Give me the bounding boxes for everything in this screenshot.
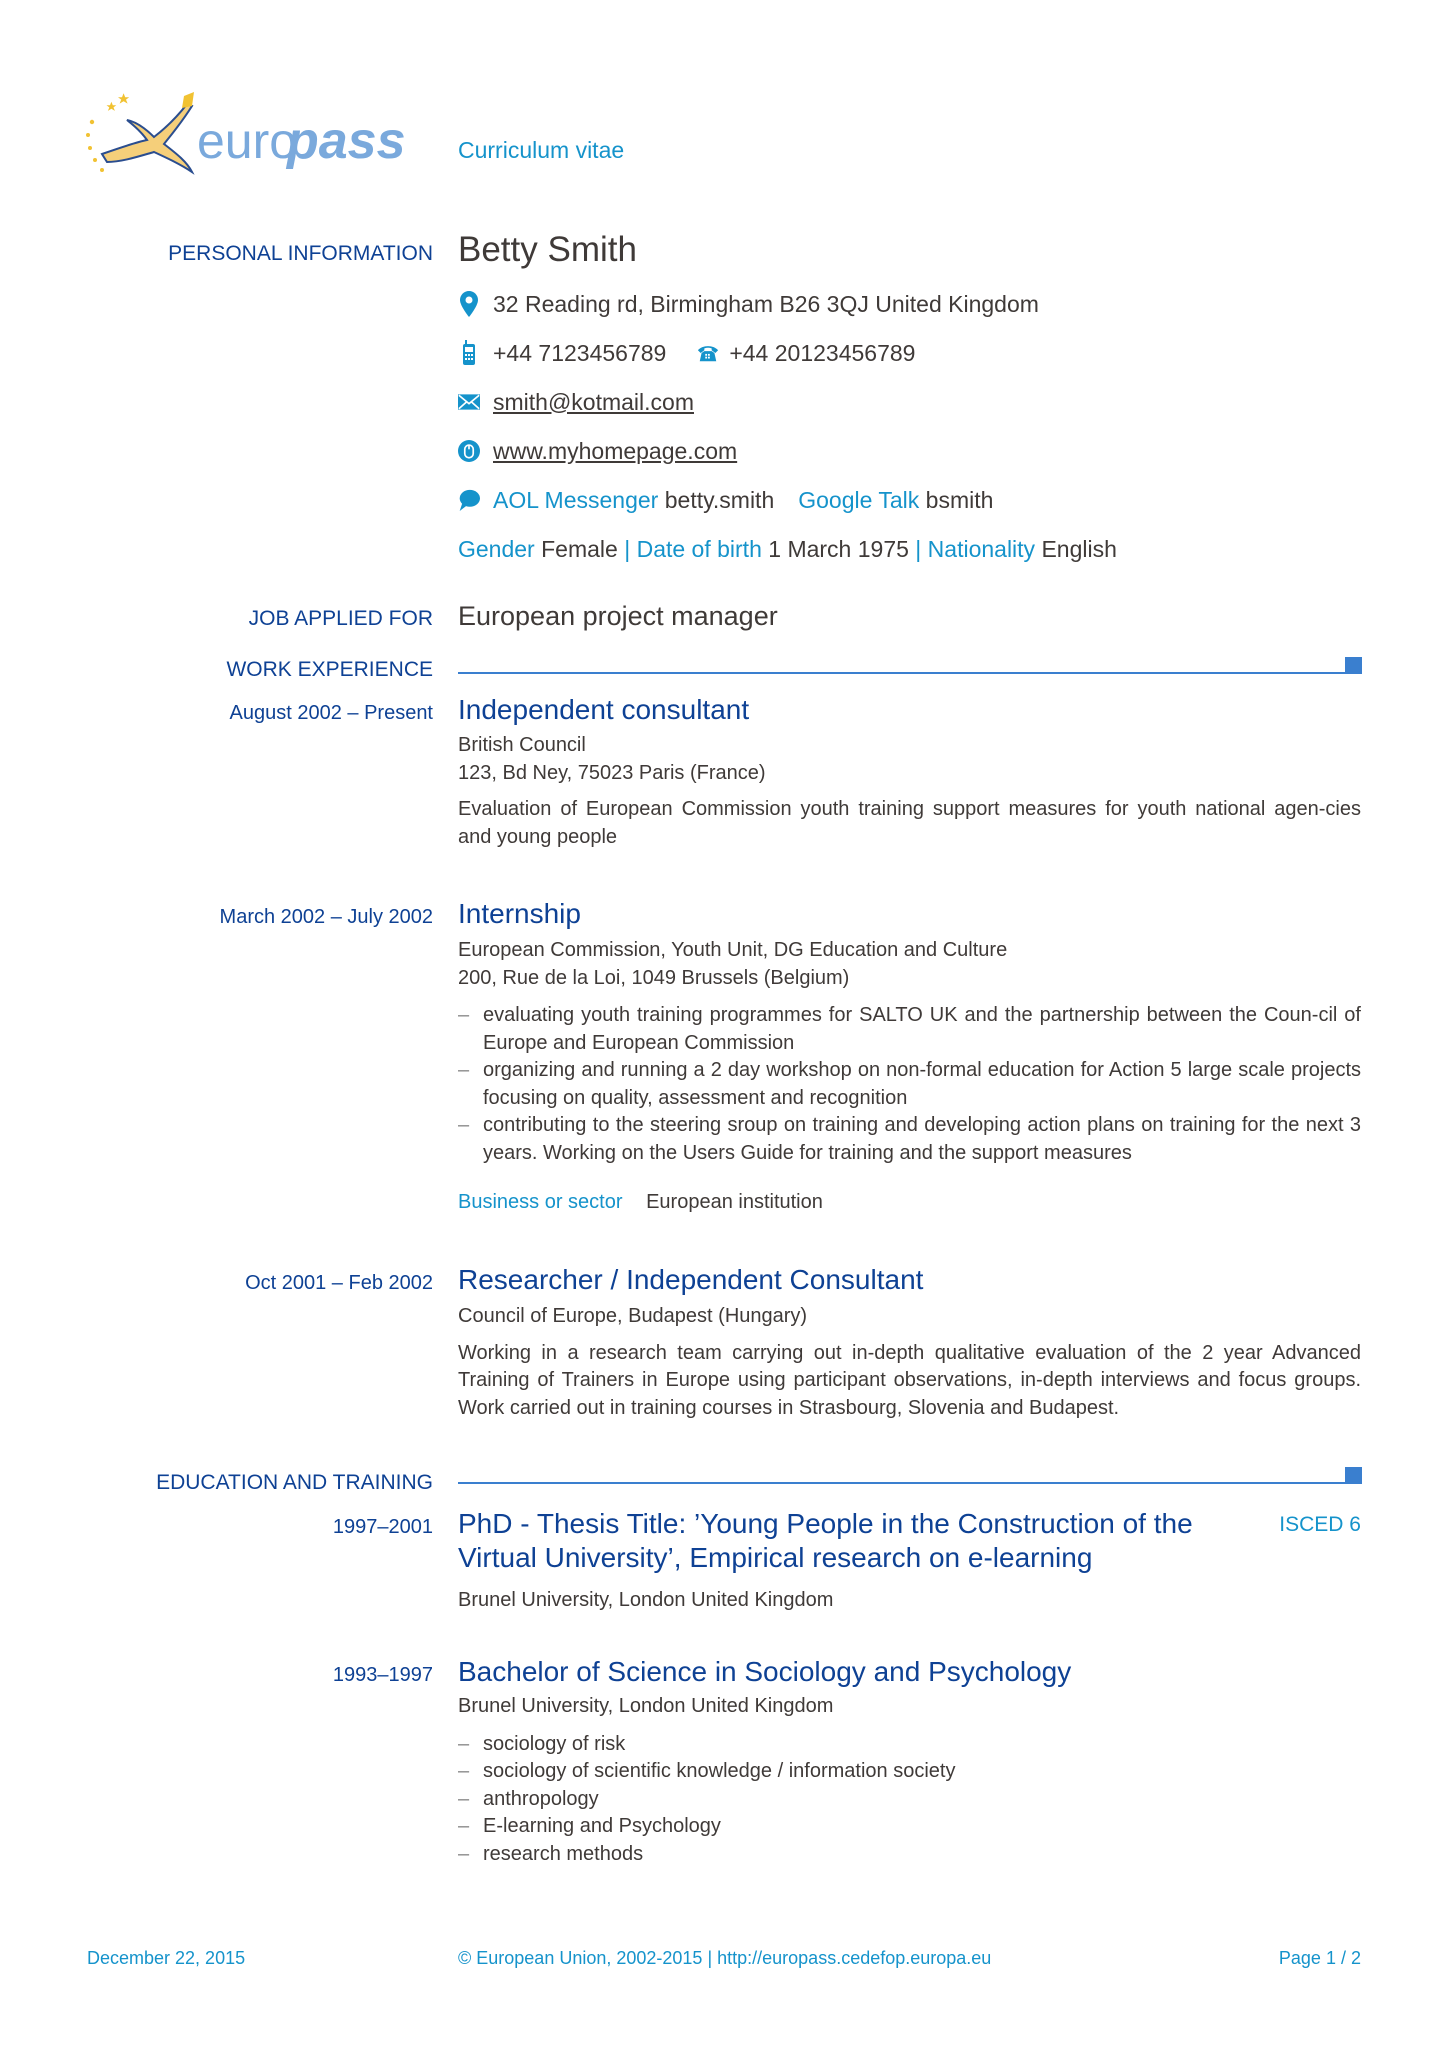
work-item-title: Internship xyxy=(458,898,581,929)
document-title: Curriculum vitae xyxy=(458,137,625,163)
footer-date: December 22, 2015 xyxy=(87,1948,246,1968)
website-row xyxy=(458,436,737,466)
work-experience-label: WORK EXPERIENCE xyxy=(226,658,433,681)
work-item-dates: Oct 2001 – Feb 2002 xyxy=(245,1272,433,1294)
europass-logo xyxy=(82,92,412,192)
section-divider-marker xyxy=(1345,657,1362,674)
list-item: – E-learning and Psychology xyxy=(458,1813,1361,1841)
section-divider-marker xyxy=(1345,1467,1362,1484)
education-item-institution: Brunel University, London United Kingdom xyxy=(458,1589,834,1611)
person-name: Betty Smith xyxy=(458,230,637,269)
education-label: EDUCATION AND TRAINING xyxy=(156,1471,433,1494)
phone-number: +44 20123456789 xyxy=(729,339,916,366)
sector-value: European institution xyxy=(646,1191,823,1213)
mobile-phone-icon xyxy=(458,341,480,365)
dob-value: 1 March 1975 xyxy=(768,535,909,562)
section-divider xyxy=(458,672,1345,674)
list-item: – anthropology xyxy=(458,1786,1361,1814)
demographics-row xyxy=(458,534,1117,564)
phone-row xyxy=(458,338,915,368)
list-item: – evaluating youth training programmes for SALTO UK and the partnership between the Coun-cil of Europe and European Commission xyxy=(458,1002,1361,1057)
list-item: – sociology of risk xyxy=(458,1731,1361,1759)
im-service-google: Google Talk xyxy=(798,486,920,513)
list-item: – organizing and running a 2 day workshop on non-formal education for Action 5 large scale projects focusing on quality, assessment and recognition xyxy=(458,1057,1361,1112)
email-envelope-icon xyxy=(458,390,480,414)
im-id-aol: betty.smith xyxy=(664,486,775,513)
education-item-dates: 1993–1997 xyxy=(332,1664,433,1686)
gender-value: Female xyxy=(541,535,618,562)
separator: | xyxy=(915,535,922,562)
job-applied-value: European project manager xyxy=(458,601,778,631)
page-value: 1 / 2 xyxy=(1325,1948,1361,1968)
footer-page-number xyxy=(1279,1948,1361,1969)
sector-row xyxy=(458,1189,1361,1217)
location-pin-icon xyxy=(458,292,480,316)
svg-text:euro: euro xyxy=(197,113,298,169)
work-item xyxy=(458,1263,1361,1422)
education-item xyxy=(458,1655,1361,1868)
work-item-address: 123, Bd Ney, 75023 Paris (France) xyxy=(458,761,766,784)
dob-label: Date of birth xyxy=(636,535,762,562)
work-item-employer: European Commission, Youth Unit, DG Education and Culture xyxy=(458,939,1008,961)
list-item: – contributing to the steering sroup on training and developing action plans on training for the next 3 years. Working on the Users Guide for training and the support measures xyxy=(458,1112,1361,1167)
section-divider xyxy=(458,1482,1345,1484)
education-item-title: Bachelor of Science in Sociology and Psychology xyxy=(458,1656,1072,1687)
email-row xyxy=(458,387,694,417)
instant-messaging-row xyxy=(458,485,993,515)
work-item-title: Independent consultant xyxy=(458,694,750,725)
work-item xyxy=(458,693,1361,851)
list-item: – research methods xyxy=(458,1841,1361,1869)
work-item-title: Researcher / Independent Consultant xyxy=(458,1264,924,1295)
address-text: 32 Reading rd, Birmingham B26 3QJ United Kingdom xyxy=(493,290,1039,317)
education-item-title: PhD - Thesis Title: ’Young People in the Construction of the Virtual University’, Empirical research on e-learning xyxy=(458,1508,1193,1573)
gender-label: Gender xyxy=(458,535,535,562)
svg-text:pass: pass xyxy=(287,112,406,170)
work-item-employer: British Council xyxy=(458,734,586,756)
work-item-dates: August 2002 – Present xyxy=(229,702,433,724)
im-id-google: bsmith xyxy=(925,486,994,513)
education-item xyxy=(458,1507,1361,1615)
nationality-label: Nationality xyxy=(927,535,1036,562)
website-mouse-icon xyxy=(458,439,480,463)
work-item-description: Working in a research team carrying out in-depth qualitative evaluation of the 2 year Advanced Training of Trainers in Europe using participant observations, in-depth interviews and focus groups. Work carried out in training courses in Strasbourg, Slovenia and Budapest. xyxy=(458,1341,1361,1419)
im-service-aol: AOL Messenger xyxy=(493,486,659,513)
chat-bubble-icon xyxy=(458,488,480,512)
mobile-number: +44 7123456789 xyxy=(493,339,667,366)
page-label: Page xyxy=(1278,1948,1321,1968)
work-item-bullets xyxy=(458,1002,1361,1167)
europass-figure-icon xyxy=(82,92,412,192)
sector-label: Business or sector xyxy=(458,1191,623,1213)
list-item: – sociology of scientific knowledge / information society xyxy=(458,1758,1361,1786)
website-link[interactable]: www.myhomepage.com xyxy=(493,437,738,464)
work-item-employer: Council of Europe, Budapest (Hungary) xyxy=(458,1305,808,1327)
work-item-description: Evaluation of European Commission youth training support measures for youth national agen-cies and young people xyxy=(458,798,1361,848)
isced-level: ISCED 6 xyxy=(1279,1513,1361,1536)
personal-information-label: PERSONAL INFORMATION xyxy=(168,242,433,265)
nationality-value: English xyxy=(1041,535,1117,562)
email-link[interactable]: smith@kotmail.com xyxy=(493,388,694,415)
telephone-icon xyxy=(697,341,719,365)
work-item-address: 200, Rue de la Loi, 1049 Brussels (Belgium) xyxy=(458,966,850,989)
address-row xyxy=(458,289,1039,319)
job-applied-label: JOB APPLIED FOR xyxy=(248,607,433,630)
education-item-dates: 1997–2001 xyxy=(332,1516,433,1538)
work-item xyxy=(458,897,1361,1217)
work-item-dates: March 2002 – July 2002 xyxy=(219,906,433,928)
education-item-institution: Brunel University, London United Kingdom xyxy=(458,1695,834,1717)
footer-copyright[interactable]: © European Union, 2002-2015 | http://europass.cedefop.europa.eu xyxy=(458,1948,992,1968)
education-item-bullets xyxy=(458,1731,1361,1869)
separator: | xyxy=(624,535,631,562)
